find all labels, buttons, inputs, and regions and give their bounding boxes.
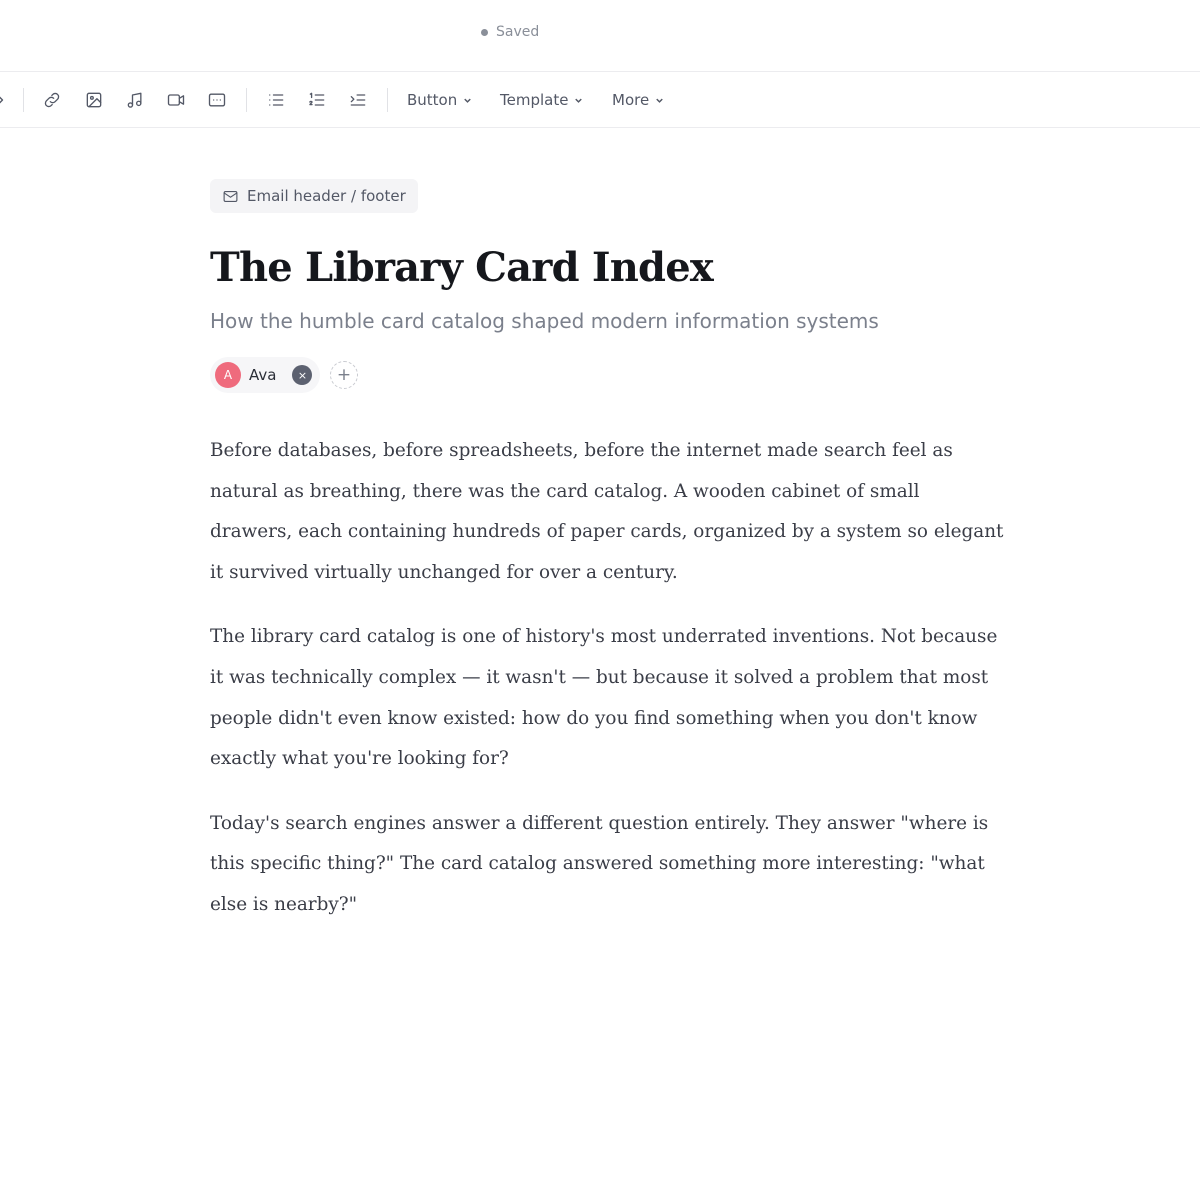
image-icon[interactable]	[82, 88, 106, 112]
bullet-list-icon[interactable]	[264, 88, 288, 112]
document-body[interactable]	[210, 431, 1005, 950]
button-menu-label: Button	[407, 91, 458, 109]
avatar: A	[215, 362, 241, 388]
document-title[interactable]: The Library Card Index	[210, 244, 713, 291]
template-menu[interactable]	[500, 89, 584, 111]
body-paragraph[interactable]: Before databases, before spreadsheets, before the internet made search feel as natural as breathing, there was the card catalog. A wooden cabinet of small drawers, each containing hundreds of paper cards, organized by a system so elegant it survived virtually unchanged for over a century.	[210, 440, 1004, 583]
email-header-footer-button[interactable]	[210, 179, 418, 213]
save-status	[481, 24, 539, 40]
toolbar-divider	[246, 88, 247, 112]
more-menu[interactable]	[612, 89, 665, 111]
toolbar-divider	[387, 88, 388, 112]
link-icon[interactable]	[40, 88, 64, 112]
button-menu[interactable]	[407, 89, 473, 111]
arrow-right-icon[interactable]	[0, 88, 12, 112]
chevron-down-icon	[462, 95, 473, 106]
chevron-down-icon	[654, 95, 665, 106]
mail-icon	[222, 188, 239, 205]
author-name: Ava	[249, 366, 277, 384]
embed-icon[interactable]	[205, 88, 229, 112]
music-icon[interactable]	[123, 88, 147, 112]
body-paragraph[interactable]: Today's search engines answer a different question entirely. They answer "where is this specific thing?" The card catalog answered something more interesting: "what else is nearby?"	[210, 812, 989, 915]
remove-author-button[interactable]: ×	[292, 365, 312, 385]
chevron-down-icon	[573, 95, 584, 106]
body-paragraph[interactable]: The library card catalog is one of history's most underrated inventions. Not because it was technically complex — it wasn't — but because it solved a problem that most people didn't even know existed: how do you find something when you don't know exactly what you're looking for?	[210, 626, 998, 770]
saved-label: Saved	[496, 24, 540, 40]
video-icon[interactable]	[164, 88, 188, 112]
more-menu-label: More	[612, 91, 650, 109]
add-author-button[interactable]: +	[330, 361, 358, 389]
document-subtitle[interactable]: How the humble card catalog shaped modern information systems	[210, 309, 879, 333]
template-menu-label: Template	[500, 91, 569, 109]
indent-icon[interactable]	[346, 88, 370, 112]
numbered-list-icon[interactable]	[305, 88, 329, 112]
status-dot-icon	[481, 29, 488, 36]
email-header-footer-label: Email header / footer	[247, 187, 406, 205]
toolbar-divider	[23, 88, 24, 112]
editor-toolbar	[0, 72, 1200, 128]
author-chip[interactable]	[210, 357, 320, 393]
top-bar	[0, 0, 1200, 72]
